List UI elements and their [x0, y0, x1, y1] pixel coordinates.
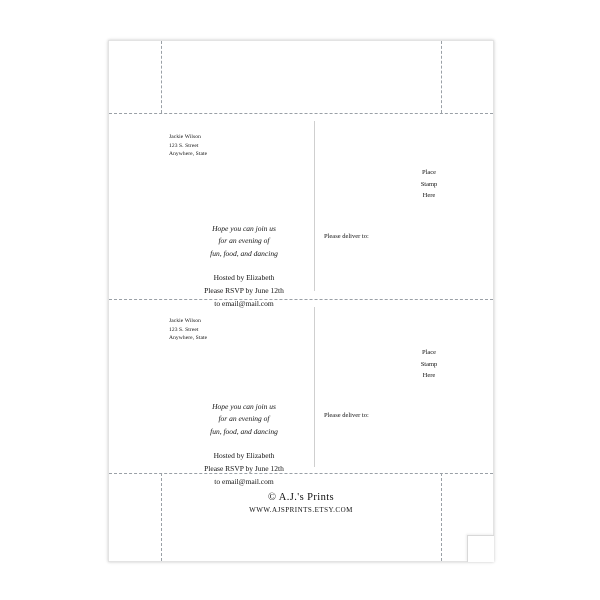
- invite-details-line-2: Please RSVP by June 12th: [204, 464, 284, 474]
- deliver-to-label-1: Please deliver to:: [324, 233, 369, 240]
- invite-details-2: [164, 449, 324, 488]
- cut-guide-vertical-bottom-left: [161, 473, 162, 561]
- stamp-line-1: Place: [421, 349, 437, 356]
- invitation-card-2: [109, 299, 493, 487]
- stamp-line-2: Stamp: [420, 180, 438, 188]
- invite-details-line-3: to email@mail.com: [214, 299, 274, 309]
- invitation-card-1: [109, 113, 493, 309]
- invite-message-line-3: fun, food, and dancing: [210, 248, 278, 258]
- invite-message-line-2: for an evening of: [218, 236, 270, 246]
- footer-url[interactable]: WWW.AJSPRINTS.ETSY.COM: [249, 505, 353, 514]
- stamp-line-3: Here: [422, 192, 436, 200]
- printable-sheet: [108, 40, 494, 562]
- invite-details-line-3: to email@mail.com: [214, 477, 274, 487]
- return-address-street: 123 S. Street: [169, 142, 199, 149]
- stamp-line-2: Stamp: [420, 360, 438, 368]
- footer-credit: [109, 491, 493, 515]
- return-address-city-state: Anywhere, State: [169, 335, 208, 342]
- return-address-city-state: Anywhere, State: [169, 151, 208, 158]
- return-address-name: Jackie Wilson: [169, 318, 201, 324]
- invite-message-2: [164, 401, 324, 438]
- cut-guide-vertical-bottom-right: [441, 473, 442, 561]
- return-address-2: [169, 317, 207, 343]
- invite-details-line-1: Hosted by Elizabeth: [213, 451, 275, 460]
- stamp-placeholder-1: [399, 167, 459, 202]
- invite-message-1: [164, 223, 324, 260]
- stamp-line-1: Place: [421, 169, 437, 176]
- invite-message-line-2: for an evening of: [218, 414, 270, 424]
- invite-message-line-3: fun, food, and dancing: [210, 426, 278, 436]
- invite-details-line-2: Please RSVP by June 12th: [204, 286, 284, 296]
- invite-message-line-1: Hope you can join us: [212, 402, 276, 411]
- return-address-1: [169, 133, 207, 159]
- invite-details-line-1: Hosted by Elizabeth: [213, 273, 275, 282]
- stamp-line-3: Here: [422, 372, 436, 380]
- page-corner-fold: [467, 535, 494, 562]
- deliver-to-label-2: Please deliver to:: [324, 412, 369, 419]
- invite-message-line-1: Hope you can join us: [212, 224, 276, 233]
- stamp-placeholder-2: [399, 347, 459, 382]
- cut-guide-vertical-top-right: [441, 41, 442, 113]
- footer-brand: © A.J.'s Prints: [267, 492, 335, 503]
- cut-guide-vertical-top-left: [161, 41, 162, 113]
- return-address-street: 123 S. Street: [169, 326, 199, 333]
- return-address-name: Jackie Wilson: [169, 134, 201, 140]
